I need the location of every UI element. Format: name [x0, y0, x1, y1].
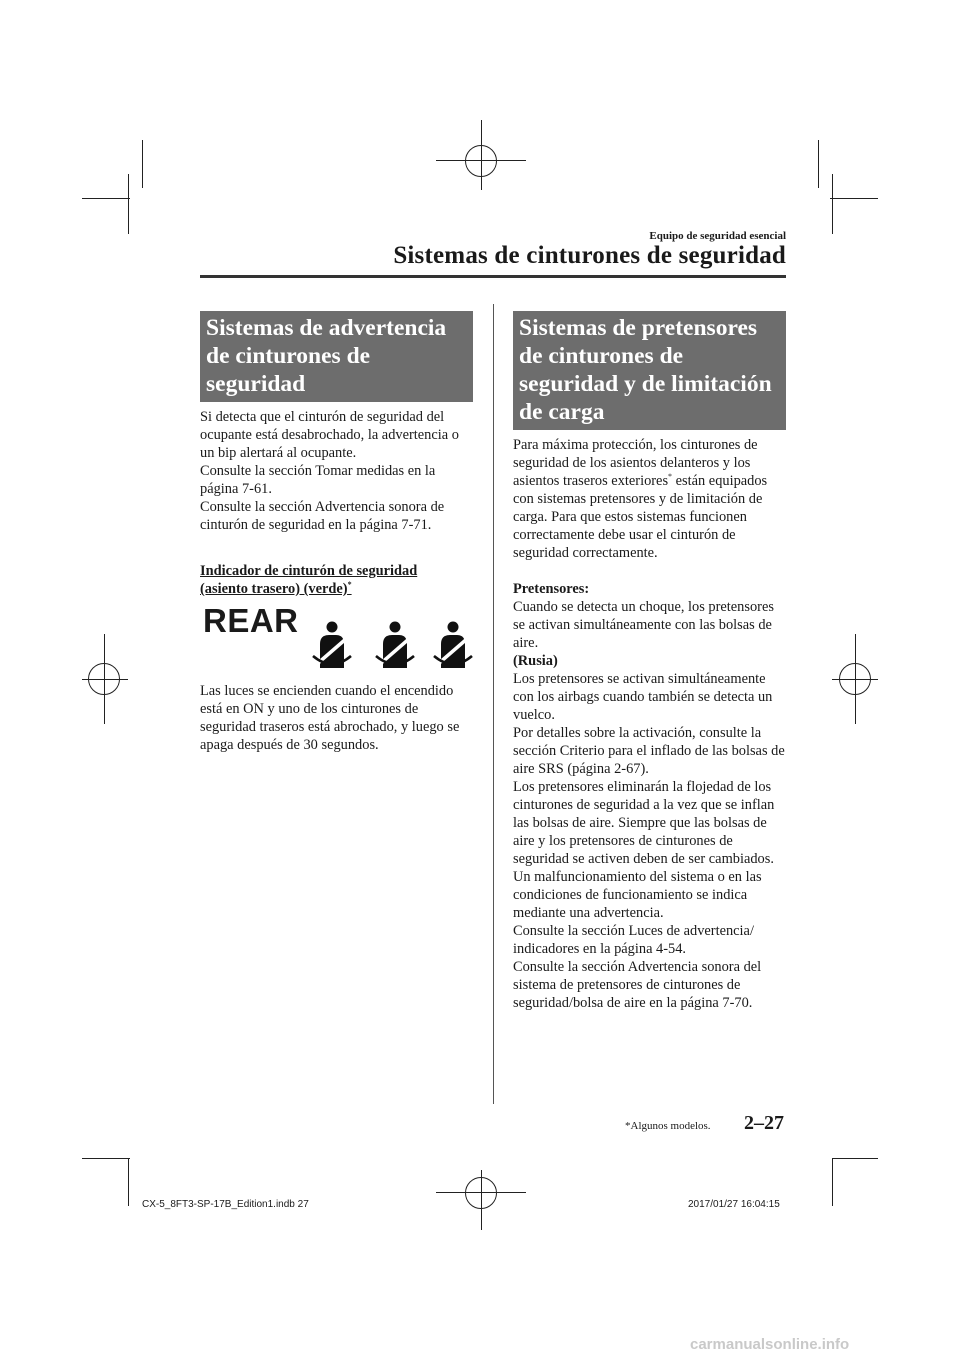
page-title: Sistemas de cinturones de seguridad: [393, 242, 786, 269]
section-title-warning: Sistemas de advertencia de cinturones de seguridad: [200, 311, 473, 402]
intro-text-cont: están equipados con sistemas pretensores y de limitación de carga. Para que estos sistemas funcionen correctamente debe usar el cinturón de seguridad correctamente.: [513, 473, 768, 561]
section-title-pretensioner: Sistemas de pretensores de cinturones de seguridad y de limitación de carga: [513, 311, 786, 430]
imprint-file: CX-5_8FT3-SP-17B_Edition1.indb 27: [142, 1199, 309, 1210]
imprint-date: 2017/01/27 16:04:15: [688, 1199, 780, 1210]
intro-text: Para máxima protección, los cinturones de seguridad de los asientos delanteros y los asientos traseros exteriores: [513, 437, 758, 489]
rear-indicator-heading-text: Indicador de cinturón de seguridad (asiento trasero) (verde): [200, 563, 418, 597]
rusia-heading: (Rusia): [513, 653, 558, 669]
pretensores-text: Cuando se detecta un choque, los pretensores se activan simultáneamente con las bolsas de aire.: [513, 599, 774, 651]
footnote: *Algunos modelos.: [625, 1120, 711, 1132]
rear-indicator-graphic: [200, 602, 475, 674]
chapter-label: Equipo de seguridad esencial: [649, 230, 786, 242]
pretensioner-intro: [513, 436, 788, 562]
column-divider: [493, 304, 494, 1104]
seatbelt-warning-icon: [370, 620, 420, 670]
seatbelt-warning-icon: [307, 620, 357, 670]
paragraph: Por detalles sobre la activación, consulte la sección Criterio para el inflado de las bolsas de aire SRS (página 2-67).: [513, 725, 785, 777]
rear-indicator-body: Las luces se encienden cuando el encendido está en ON y uno de los cinturones de seguridad traseros está abrochado, y luego se apaga después de 30 segundos.: [200, 683, 460, 753]
model-mark: *: [668, 472, 673, 481]
page-number: 2–27: [744, 1112, 784, 1134]
watermark: carmanualsonline.info: [690, 1336, 850, 1353]
left-column: [200, 311, 475, 754]
rear-indicator-heading: [200, 562, 450, 598]
paragraph: Un malfuncionamiento del sistema o en las condiciones de funcionamiento se indica mediante una advertencia.: [513, 869, 762, 921]
pretensores-heading: Pretensores:: [513, 581, 590, 597]
seatbelt-warning-icon: [428, 620, 478, 670]
rear-label: REAR: [203, 602, 299, 639]
paragraph: Consulte la sección Tomar medidas en la página 7-61.: [200, 463, 436, 497]
model-mark: *: [347, 580, 352, 589]
header-rule: [200, 275, 786, 278]
right-column: [513, 311, 788, 1012]
paragraph: Los pretensores se activan simultáneamente con los airbags cuando también se detecta un vuelco.: [513, 671, 773, 723]
paragraph: Consulte la sección Luces de advertencia/ indicadores en la página 4-54.: [513, 923, 754, 957]
paragraph: Los pretensores eliminarán la flojedad de los cinturones de seguridad a la vez que se inflan las bolsas de aire. Siempre que las bolsas de aire y los pretensores de cinturones de seguridad se activen deben de ser cambiados.: [513, 779, 775, 867]
paragraph: Consulte la sección Advertencia sonora de cinturón de seguridad en la página 7-71.: [200, 499, 445, 533]
warning-intro: [200, 408, 475, 534]
paragraph: Consulte la sección Advertencia sonora del sistema de pretensores de cinturones de seguridad/bolsa de aire en la página 7-70.: [513, 959, 762, 1011]
paragraph: Si detecta que el cinturón de seguridad del ocupante está desabrochado, la advertencia o un bip alertará al ocupante.: [200, 409, 459, 461]
